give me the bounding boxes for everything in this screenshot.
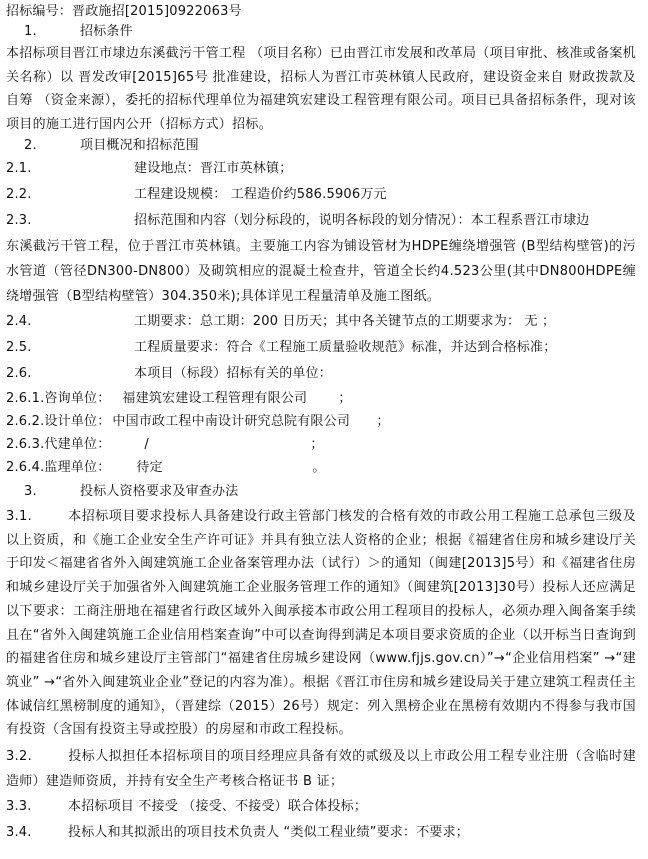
item-text: 投标人和其拟派出的项目技术负责人 “类似工程业绩”要求：不要求； [68, 825, 470, 841]
item-text: 招标范围和内容（划分标段的，说明各标段的划分情况）：本工程系晋江市埭边 [134, 213, 590, 228]
item-number: 3.2. [6, 749, 33, 765]
section-heading [6, 479, 636, 505]
item-end: ； [310, 437, 324, 452]
item-end: ； [338, 391, 352, 406]
unit-item [6, 433, 636, 456]
list-item [6, 820, 636, 846]
item-number: 3.4. [6, 825, 32, 841]
item-number: 2.6.4. [6, 460, 45, 475]
item-number: 2.2. [6, 187, 32, 202]
paragraph: 本招标项目晋江市埭边东溪截污干管工程 （项目名称）已由晋江市发展和改革局（项目审批、核准或备案机关名称）以 晋发改审[2015]65号 批准建设，招标人为晋江市英林镇人民政府，建设资金来自 财政拨款及自筹 （资金来源），委托的招标代理单位为福建筑宏建设工程管理有限公司。项目已具备招标条件，现对该项目的施工进行国内公开（招标方式）招标。 [6, 46, 636, 132]
section-number: 3. [24, 484, 37, 499]
unit-value: 待定 [136, 460, 163, 475]
unit-label: 设计单位： [44, 414, 111, 429]
item-number: 3.1. [6, 509, 33, 524]
unit-value: 中国市政工程中南设计研究总院有限公司 [112, 414, 351, 429]
unit-value: 福建筑宏建设工程管理有限公司 [122, 391, 308, 406]
list-item [6, 208, 636, 234]
unit-item [6, 387, 636, 410]
item-text: 本项目（标段）招标有关的单位： [134, 366, 333, 381]
paragraph [6, 744, 636, 794]
unit-label: 代建单位： [44, 437, 111, 452]
paragraph: 东溪截污干管工程，位于晋江市英林镇。主要施工内容为铺设管材为HDPE缠绕增强管 (B型结构壁管)的污水管道（管径DN300-DN800）及砌筑相应的混凝土检查井，管道全长约4.523公里(其中DN800HDPE缠绕增强管（B型结构壁管）304.350米);具体详见工程量清单及施工图纸。 [6, 239, 636, 304]
item-number: 2.6. [6, 366, 32, 381]
list-item [6, 335, 636, 361]
item-text: 工程建设规模： 工程造价约586.5906万元 [134, 187, 387, 202]
unit-label: 咨询单位： [44, 391, 111, 406]
paragraph [6, 505, 636, 742]
unit-value: / [144, 437, 150, 452]
section-heading [6, 22, 636, 42]
item-number: 3.3. [6, 799, 32, 815]
item-number: 2.1. [6, 161, 32, 176]
item-text: 本招标项目 不接受 （接受、不接受）联合体投标； [68, 799, 368, 815]
section-title: 招标条件 [80, 24, 133, 39]
item-text: 建设地点：晋江市英林镇； [134, 161, 293, 176]
tender-number-line [6, 2, 636, 22]
list-item [6, 309, 636, 335]
unit-label: 监理单位： [44, 460, 111, 475]
list-item [6, 794, 636, 820]
tender-number: 晋政施招[2015]0922063号 [72, 4, 242, 19]
unit-item [6, 410, 636, 433]
section-number: 2. [24, 138, 37, 153]
unit-item [6, 456, 636, 479]
list-item [6, 156, 636, 182]
item-number: 2.4. [6, 314, 32, 329]
section-title: 投标人资格要求及审查办法 [80, 484, 239, 499]
item-number: 2.6.3. [6, 437, 45, 452]
list-item [6, 182, 636, 208]
item-number: 2.6.2. [6, 414, 45, 429]
section-heading [6, 136, 636, 156]
item-number: 2.3. [6, 213, 32, 228]
section-title: 项目概况和招标范围 [80, 138, 199, 153]
item-text: 投标人拟担任本招标项目的项目经理应具备有效的贰级及以上市政公用工程专业注册（含临时建造师）建造师资质，并持有安全生产考核合格证书 B 证； [6, 749, 636, 790]
item-number: 2.5. [6, 340, 32, 355]
list-item [6, 361, 636, 387]
item-text: 工程质量要求：符合《工程施工质量验收规范》标准，并达到合格标准； [134, 340, 557, 355]
item-number: 2.6.1. [6, 391, 45, 406]
section-number: 1. [24, 24, 37, 39]
item-text: 工期要求：总工期：200 日历天；其中各关键节点的工期要求为： 无 ； [134, 314, 556, 329]
item-text: 本招标项目要求投标人具备建设行政主管部门核发的合格有效的市政公用工程施工总承包三级及以上资质，和《施工企业安全生产许可证》并具有独立法人资格的企业；根据《福建省住房和城乡建设厅关于印发＜福建省省外入闽建筑施工企业备案管理办法（试行）＞的通知（闽建[2013]5号）和《福建省住房和城乡建设厅关于加强省外入闽建筑施工企业服务管理工作的通知》（闽建筑[2013]30号）投标人还应满足以下要求：工商注册地在福建省行政区域外入闽承接本市政公用工程项目的投标人，必须办理入闽备案手续且在“省外入闽建筑施工企业信用档案查询”中可以查询得到满足本项目要求资质的企业（以开标当日查询到的福建省住房和城乡建设厅主管部门“福建省住房城乡建设网（www.fjjs.gov.cn）”→“企业信用档案” →“建筑业” →“省外入闽建筑业企业”登记的内容为准）。根据《晋江市住房和城乡建设局关于建立建筑工程责任主体诚信红黑榜制度的通知》，（晋建综（2015）26号）规定：列入黑榜企业在黑榜有效期内不得参与我市国有投资（含国有投资主导或控股）的房屋和市政工程投标。 [6, 509, 636, 738]
item-end: 。 [312, 460, 326, 475]
item-end: ； [376, 414, 390, 429]
tender-number-label: 招标编号： [6, 4, 73, 19]
